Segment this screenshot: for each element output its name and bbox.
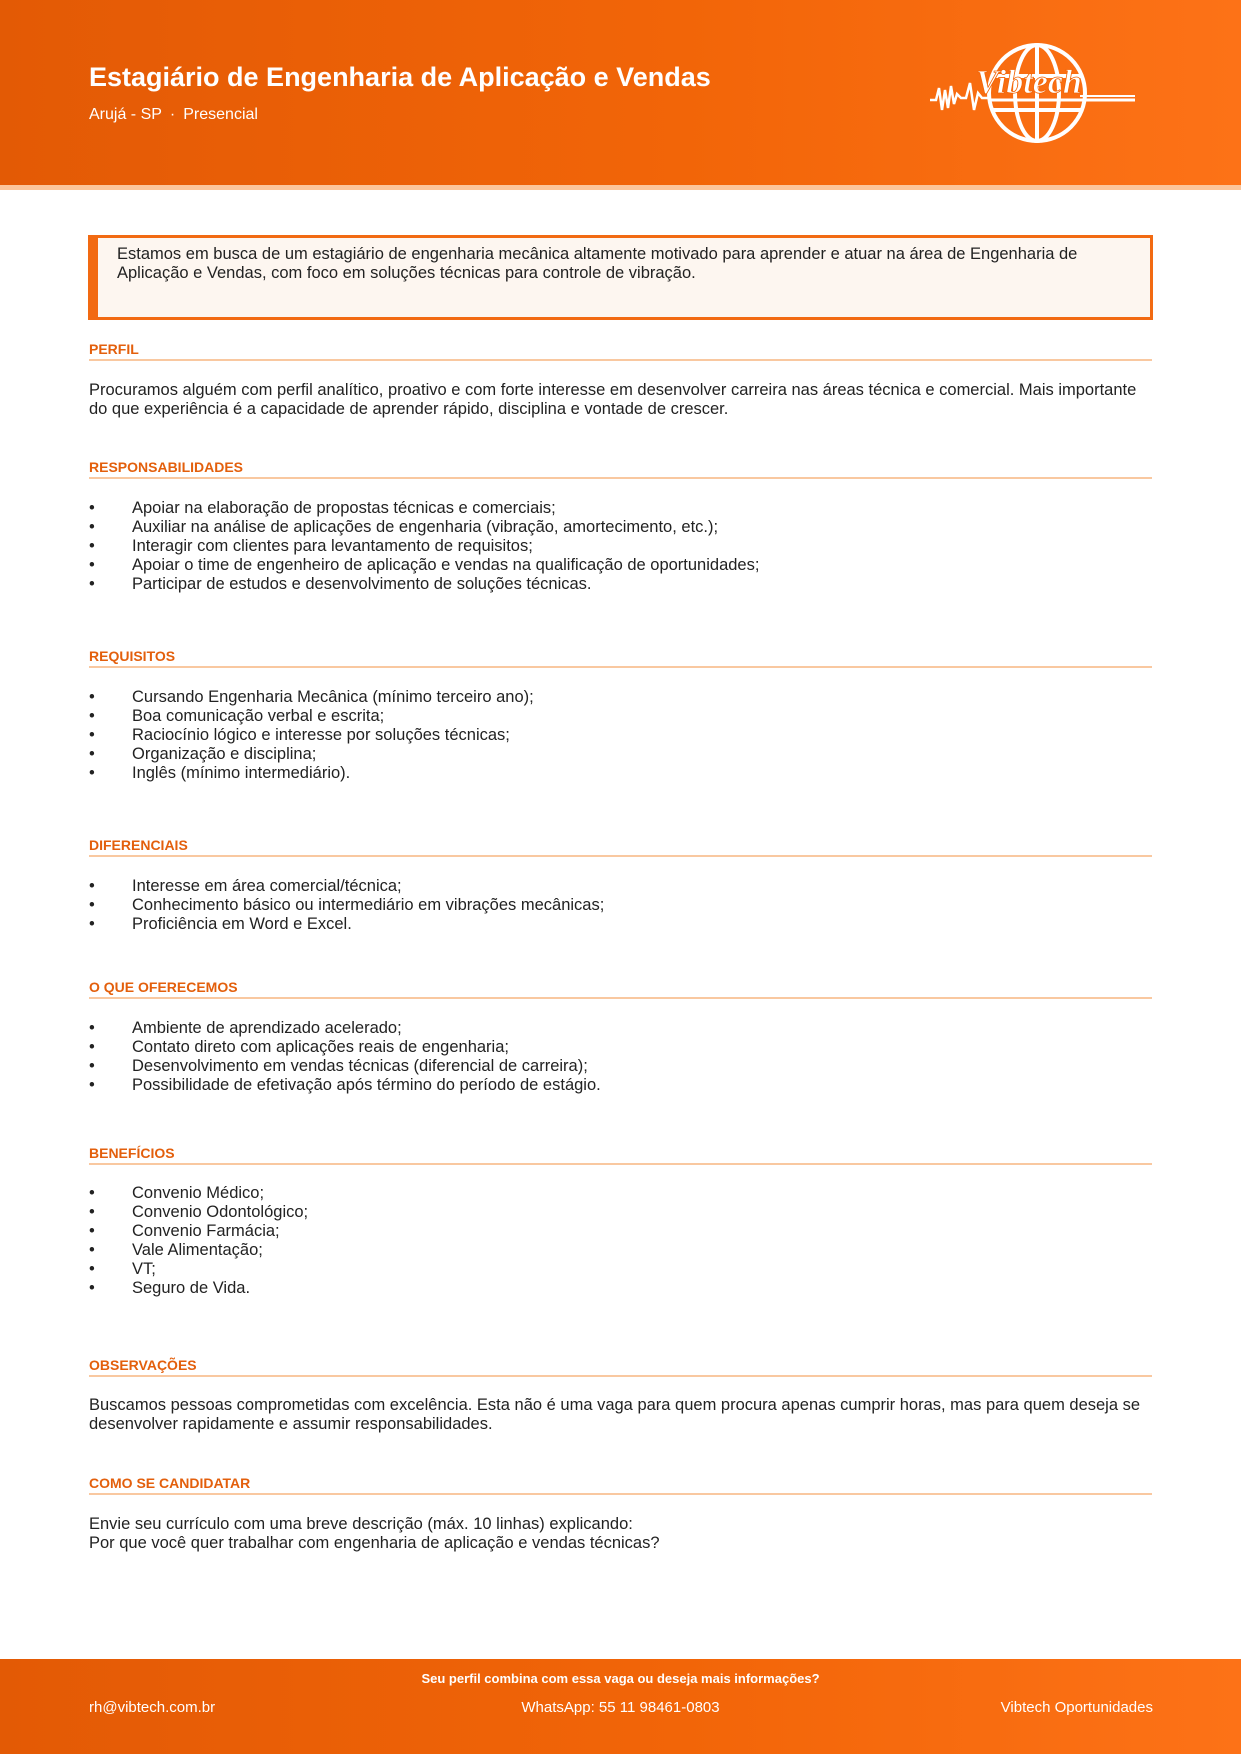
list-item-text: Boa comunicação verbal e escrita; xyxy=(132,707,385,725)
list-item-text: Contato direto com aplicações reais de engenharia; xyxy=(132,1038,509,1056)
bullet-icon: • xyxy=(89,556,95,574)
contact-email-link[interactable]: rh@vibtech.com.br xyxy=(89,1699,216,1716)
perfil-text: Procuramos alguém com perfil analítico, proativo e com forte interesse em desenvolver carreira nas áreas técnica e comercial. Mais importante do que experiência é a capacidade de aprender rápido, disciplina e vontade de crescer. xyxy=(89,381,1137,418)
bullet-icon: • xyxy=(89,1203,95,1221)
diferenciais-list xyxy=(89,877,1153,934)
section-title-candidatar: COMO SE CANDIDATAR xyxy=(89,1475,1152,1495)
list-item-text: Vale Alimentação; xyxy=(132,1241,263,1259)
list-item-text: Apoiar o time de engenheiro de aplicação e vendas na qualificação de oportunidades; xyxy=(132,556,760,574)
section-title-oferecemos: O QUE OFERECEMOS xyxy=(89,979,1152,999)
list-item-text: Apoiar na elaboração de propostas técnicas e comerciais; xyxy=(132,499,556,517)
section-title-diferenciais: DIFERENCIAIS xyxy=(89,837,1152,857)
list-item xyxy=(89,745,1153,764)
list-item xyxy=(89,726,1153,745)
candidatar-line-2: Por que você quer trabalhar com engenharia de aplicação e vendas técnicas? xyxy=(89,1534,660,1552)
bullet-icon: • xyxy=(89,1019,95,1037)
list-item xyxy=(89,1019,1153,1038)
list-item xyxy=(89,688,1153,707)
subtitle-separator: · xyxy=(169,106,176,123)
beneficios-list xyxy=(89,1184,1153,1298)
list-item xyxy=(89,1057,1153,1076)
bullet-icon: • xyxy=(89,1038,95,1056)
list-item xyxy=(89,1241,1153,1260)
list-item xyxy=(89,575,1153,594)
bullet-icon: • xyxy=(89,877,95,895)
bullet-icon: • xyxy=(89,1241,95,1259)
list-item xyxy=(89,537,1153,556)
bullet-icon: • xyxy=(89,1279,95,1297)
oferecemos-list xyxy=(89,1019,1153,1095)
list-item-text: Auxiliar na análise de aplicações de engenharia (vibração, amortecimento, etc.); xyxy=(132,518,719,536)
candidatar-line-1: Envie seu currículo com uma breve descrição (máx. 10 linhas) explicando: xyxy=(89,1515,633,1533)
section-title-perfil: PERFIL xyxy=(89,341,1152,361)
list-item xyxy=(89,707,1153,726)
list-item-text: Interesse em área comercial/técnica; xyxy=(132,877,402,895)
bullet-icon: • xyxy=(89,1184,95,1202)
intro-box: Estamos em busca de um estagiário de engenharia mecânica altamente motivado para aprender e atuar na área de Engenharia de Aplicação e Vendas, com foco em soluções técnicas para controle de vibração. xyxy=(88,235,1153,320)
list-item-text: Cursando Engenharia Mecânica (mínimo terceiro ano); xyxy=(132,688,534,706)
list-item-text: Conhecimento básico ou intermediário em vibrações mecânicas; xyxy=(132,896,605,914)
bullet-icon: • xyxy=(89,1260,95,1278)
header-banner xyxy=(0,0,1241,190)
bullet-icon: • xyxy=(89,518,95,536)
bullet-icon: • xyxy=(89,915,95,933)
bullet-icon: • xyxy=(89,575,95,593)
list-item xyxy=(89,556,1153,575)
section-title-beneficios: BENEFÍCIOS xyxy=(89,1145,1152,1165)
list-item xyxy=(89,1038,1153,1057)
list-item-text: Inglês (mínimo intermediário). xyxy=(132,764,351,782)
list-item xyxy=(89,764,1153,783)
job-location: Arujá - SP xyxy=(89,106,162,123)
list-item-text: Raciocínio lógico e interesse por soluções técnicas; xyxy=(132,726,510,744)
list-item-text: Possibilidade de efetivação após término do período de estágio. xyxy=(132,1076,601,1094)
list-item xyxy=(89,518,1153,537)
bullet-icon: • xyxy=(89,896,95,914)
list-item xyxy=(89,896,1153,915)
responsabilidades-list xyxy=(89,499,1153,594)
bullet-icon: • xyxy=(89,1222,95,1240)
list-item xyxy=(89,499,1153,518)
bullet-icon: • xyxy=(89,764,95,782)
list-item-text: Convenio Farmácia; xyxy=(132,1222,280,1240)
list-item xyxy=(89,1260,1153,1279)
footer-brand: Vibtech Oportunidades xyxy=(1000,1699,1153,1716)
bullet-icon: • xyxy=(89,499,95,517)
requisitos-list xyxy=(89,688,1153,783)
list-item-text: Proficiência em Word e Excel. xyxy=(132,915,352,933)
list-item xyxy=(89,1203,1153,1222)
bullet-icon: • xyxy=(89,707,95,725)
candidatar-text xyxy=(89,1515,1153,1553)
bullet-icon: • xyxy=(89,1076,95,1094)
bullet-icon: • xyxy=(89,688,95,706)
list-item xyxy=(89,1222,1153,1241)
list-item-text: Organização e disciplina; xyxy=(132,745,317,763)
bullet-icon: • xyxy=(89,1057,95,1075)
list-item-text: Convenio Odontológico; xyxy=(132,1203,309,1221)
list-item xyxy=(89,1279,1153,1298)
list-item xyxy=(89,877,1153,896)
section-title-observacoes: OBSERVAÇÕES xyxy=(89,1357,1152,1377)
bullet-icon: • xyxy=(89,537,95,555)
list-item-text: Seguro de Vida. xyxy=(132,1279,251,1297)
list-item-text: Ambiente de aprendizado acelerado; xyxy=(132,1019,402,1037)
list-item-text: Interagir com clientes para levantamento de requisitos; xyxy=(132,537,533,555)
job-mode: Presencial xyxy=(183,106,258,123)
footer-cta: Seu perfil combina com essa vaga ou deseja mais informações? xyxy=(421,1671,820,1686)
observacoes-text: Buscamos pessoas comprometidas com excelência. Esta não é uma vaga para quem procura apenas cumprir horas, mas para quem deseja se desenvolver rapidamente e assumir responsabilidades. xyxy=(89,1396,1141,1433)
list-item-text: Participar de estudos e desenvolvimento de soluções técnicas. xyxy=(132,575,592,593)
section-title-responsabilidades: RESPONSABILIDADES xyxy=(89,459,1152,479)
logo-wordmark: Vibtech xyxy=(976,64,1082,101)
whatsapp-contact: WhatsApp: 55 11 98461-0803 xyxy=(521,1699,720,1716)
job-subtitle xyxy=(89,106,258,124)
list-item-text: VT; xyxy=(132,1260,156,1278)
page-title: Estagiário de Engenharia de Aplicação e Vendas xyxy=(89,62,711,92)
vibtech-logo xyxy=(930,38,1140,148)
list-item xyxy=(89,1184,1153,1203)
list-item xyxy=(89,1076,1153,1095)
list-item-text: Desenvolvimento em vendas técnicas (diferencial de carreira); xyxy=(132,1057,588,1075)
bullet-icon: • xyxy=(89,726,95,744)
list-item-text: Convenio Médico; xyxy=(132,1184,265,1202)
section-title-requisitos: REQUISITOS xyxy=(89,648,1152,668)
footer-banner xyxy=(0,1659,1241,1754)
list-item xyxy=(89,915,1153,934)
bullet-icon: • xyxy=(89,745,95,763)
